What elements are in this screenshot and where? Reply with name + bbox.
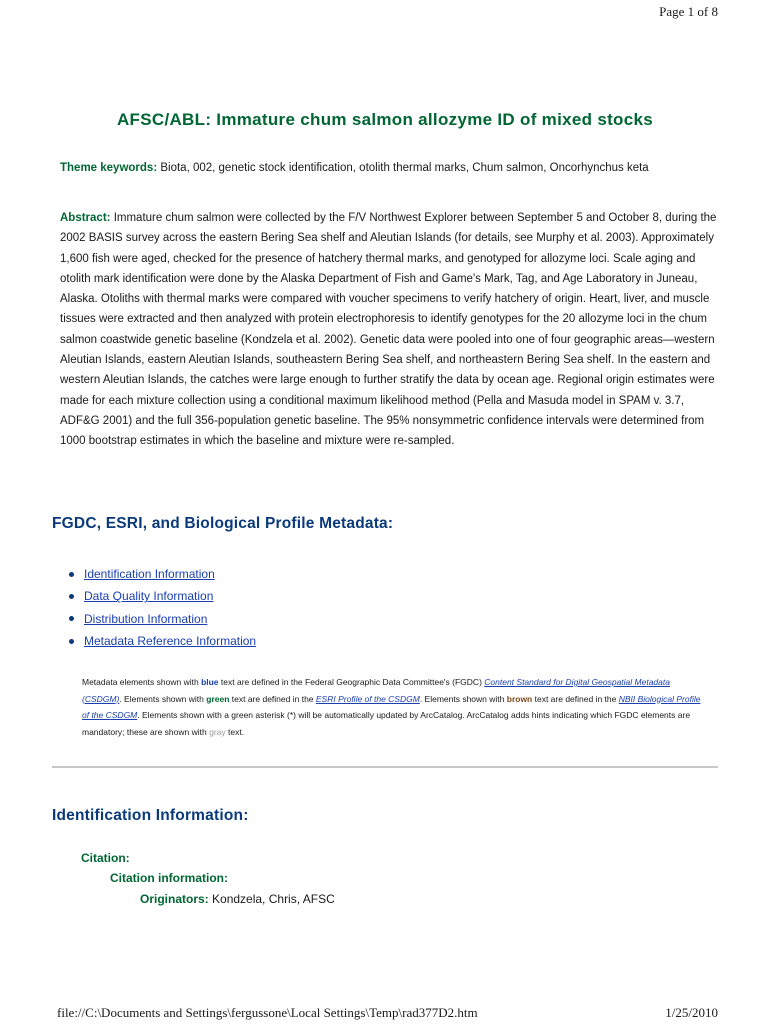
list-item [66,563,256,585]
bullet-icon [69,639,74,644]
nbii-profile-link[interactable]: NBII Biological Profile of the CSDGM [82,693,701,720]
footer-date: 1/25/2010 [665,1005,718,1020]
bullet-icon [69,572,74,577]
theme-keywords-label: Theme keywords: [60,162,158,174]
link-metadata-reference-information[interactable]: Metadata Reference Information [84,634,257,649]
note-text: Metadata elements shown with [82,677,202,687]
note-blue-word: blue [201,677,219,687]
page-number: Page 1 of 8 [659,4,718,19]
citation-label: Citation: [81,851,130,865]
page-title: AFSC/ABL: Immature chum salmon allozyme ID of mixed stocks [116,110,653,129]
abstract-text: Immature chum salmon were collected by the F/V Northwest Explorer between September 5 and October 8, during the 2002 BASIS survey across the eastern Bering Sea shelf and Aleutian Islands (for details, see Murphy et al. 2003). Approximately 1,600 fish were aged, checked for the presence of hatchery thermal marks, and genotyped for allozyme loci. Scale aging and otolith mark identification were done by the Alaska Department of Fish and Game's Mark, Tag, and Age Laboratory in Juneau, Alaska. Otoliths with thermal marks were compared with voucher specimens to verify hatchery of origin. Heart, liver, and muscle tissues were extracted and then analyzed with protein electrophoresis to identify genotypes for the 20 allozyme loci in the chum salmon coastwide genetic baseline (Kondzela et al. 2002). Genetic data were pooled into one of four geographic areas—western Aleutian Islands, eastern Aleutian Islands, southeastern Bering Sea shelf, and northeastern Bering Sea shelf. In the eastern and western Aleutian Islands, the catches were large enough to further stratify the data by ocean age. Regional origin estimates were made for each mixture collection using a conditional maximum likelihood method (Pella and Masuda model in SPAM v. 3.7, ADF&G 2001) and the full 356-population genetic baseline. The 95% nonsymmetric confidence intervals were determined from 1000 bootstrap estimates in which the baseline and mixture were re-sampled. [60,212,717,448]
theme-keywords [60,162,720,174]
csdgm-link[interactable]: Content Standard for Digital Geospatial Metadata (CSDGM) [82,677,670,704]
note-gray-word: gray [209,726,226,737]
originators-label: Originators: [140,892,209,906]
metadata-note [82,674,707,740]
originators-value: Kondzela, Chris, AFSC [212,892,335,906]
link-data-quality-information[interactable]: Data Quality Information [84,589,214,604]
note-text: text are defined in the [229,693,316,704]
note-text: text are defined in the [532,693,619,704]
note-text: . Elements shown with [119,693,207,704]
list-item [66,608,256,630]
link-identification-information[interactable]: Identification Information [84,567,215,582]
note-text: . Elements shown with a green asterisk (*) will be automatically updated by ArcCatalog. ArcCatalog adds hints indicating which FGDC elements are mandatory; these are shown with [82,710,691,737]
note-text: text are defined in the Federal Geographic Data Committee's (FGDC) [218,677,485,687]
list-item [66,630,256,652]
theme-keywords-value: Biota, 002, genetic stock identification, otolith thermal marks, Chum salmon, Oncorhynchus keta [160,162,649,174]
abstract [60,208,720,452]
section-divider [52,766,718,768]
footer-file-path: file://C:\Documents and Settings\fergussone\Local Settings\Temp\rad377D2.htm [57,1005,478,1020]
note-green-word: green [206,693,230,704]
esri-profile-link[interactable]: ESRI Profile of the CSDGM [315,693,420,704]
bullet-icon [69,616,74,621]
abstract-label: Abstract: [60,212,111,224]
bullet-icon [69,594,74,599]
metadata-heading: FGDC, ESRI, and Biological Profile Metadata: [52,515,394,532]
link-distribution-information[interactable]: Distribution Information [84,611,208,626]
metadata-toc [66,563,256,652]
note-brown-word: brown [506,693,533,704]
identification-heading: Identification Information: [52,807,249,824]
note-text: . Elements shown with [419,693,507,704]
list-item [66,585,256,607]
citation-information-label: Citation information: [110,871,228,885]
originators [140,892,335,906]
note-text: text. [225,726,245,737]
